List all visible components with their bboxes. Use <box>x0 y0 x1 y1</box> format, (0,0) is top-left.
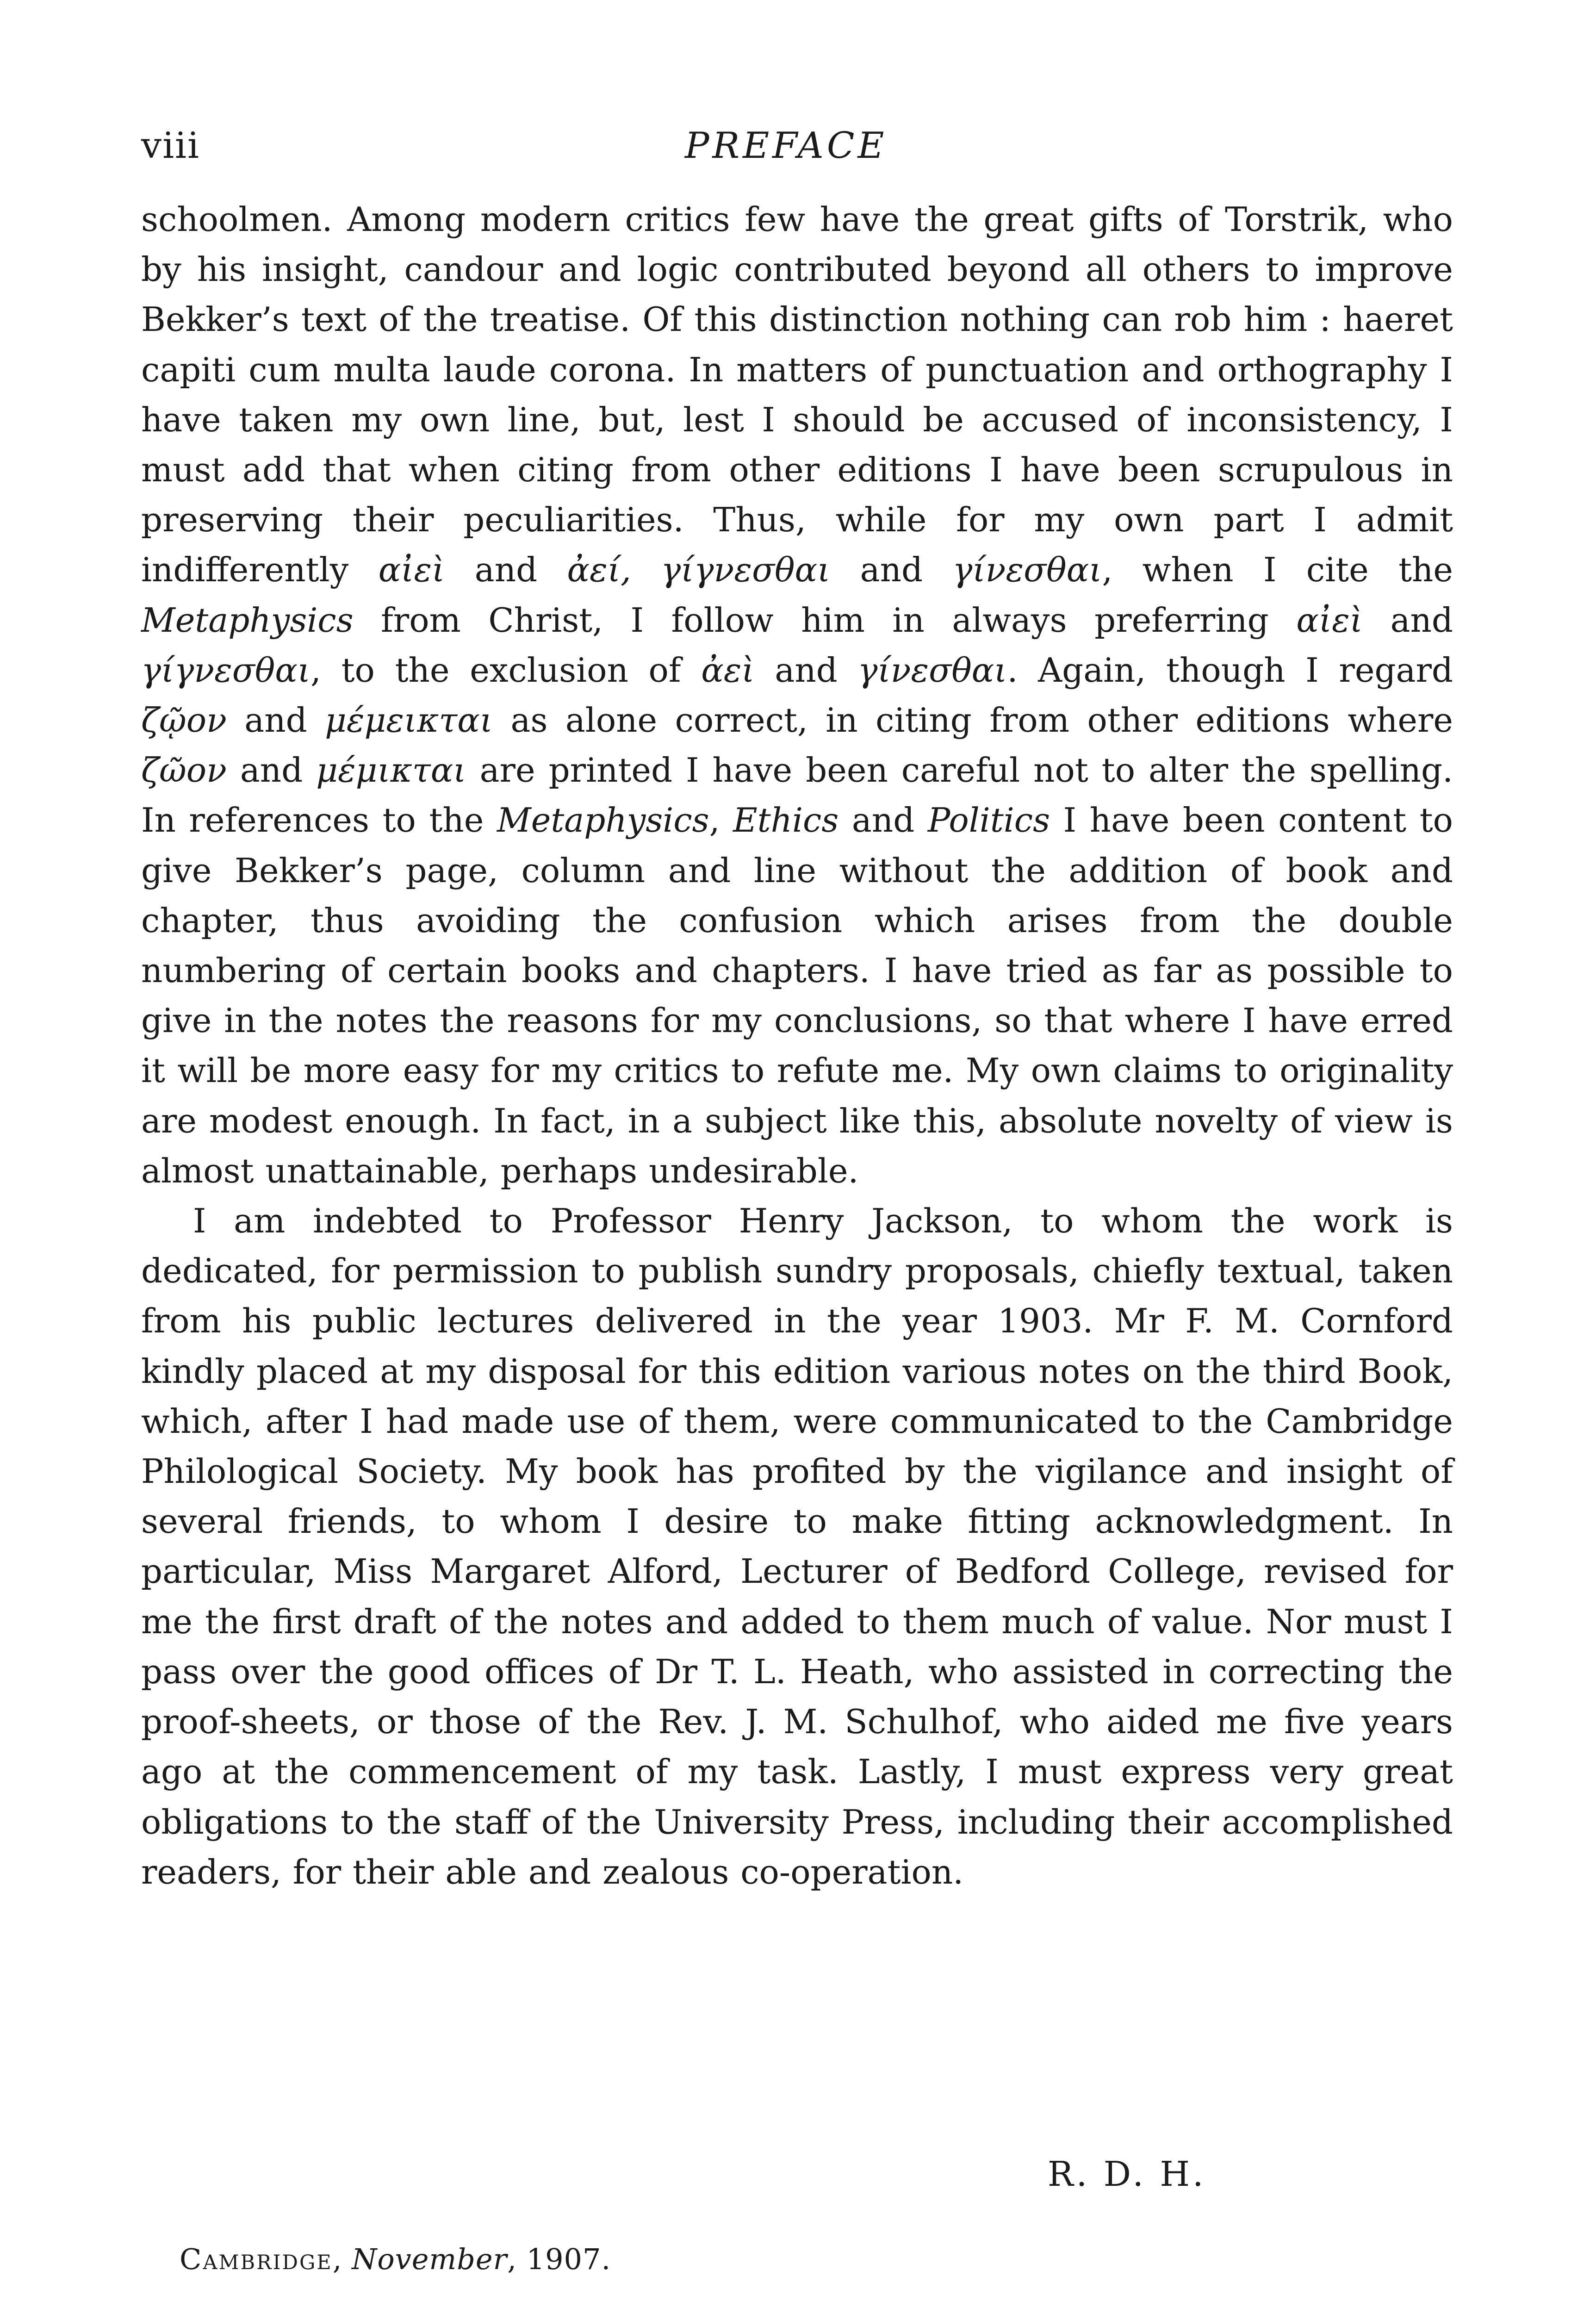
page-header <box>141 125 1453 194</box>
italic-run: Metaphysics <box>497 801 709 840</box>
text-run: , to the exclusion of <box>311 650 702 690</box>
text-run: , <box>709 801 733 840</box>
year: 1907 <box>526 2242 602 2276</box>
italic-run: μέμικται <box>316 751 466 790</box>
text-run: I am indebted to Professor Henry Jackson, to whom the work is dedicated, for permission to publish sundry proposals, chiefly textual, taken from his public lectures delivered in the year 1903. Mr F. M. Cornford kindly placed at my disposal for this edition various notes on the third Book, which, after I had made use of them, were communicated to the Cambridge Philological Society. My book has profited by the vigilance and insight of several friends, to whom I desire to make fitting acknowledgment. In particular, Miss Margaret Alford, Lecturer of Bedford College, revised for me the first draft of the notes and added to them much of value. Nor must I pass over the good offices of Dr T. L. Heath, who assisted in correcting the proof-sheets, or those of the Rev. J. M. Schulhof, who aided me five years ago at the commencement of my task. Lastly, I must express very great obligations to the staff of the University Press, including their accomplished readers, for their able and zealous co-operation. <box>141 1201 1453 1891</box>
text-run: schoolmen. Among modern critics few have the great gifts of Torstrik, who by his insight, candour and logic contributed beyond all others to improve Bekker’s text of the treatise. Of this distinction nothing can rob him : haeret capiti cum multa laude corona. In matters of punctuation and orthography I have taken my own line, but, lest I should be accused of inconsistency, I must add that when citing from other editions I have been scrupulous in preserving their peculiarities. Thus, while for my own part I admit indifferently <box>141 200 1453 590</box>
italic-run: ἀεί, γίγνεσθαι <box>567 550 831 590</box>
running-head: PREFACE <box>685 125 888 167</box>
text-run: I have been content to give Bekker’s page, column and line without the addition of book and chapter, thus avoiding the confusion which arises from the double numbering of certain books and chapters. I have tried as far as possible to give in the notes the reasons for my conclusions, so that where I have erred it will be more easy for my critics to refute me. My own claims to originality are modest enough. In fact, in a subject like this, absolute novelty of view is almost unattainable, perhaps undesirable. <box>141 801 1453 1190</box>
month: November <box>352 2242 508 2276</box>
italic-run: αἰεὶ <box>378 550 445 590</box>
italic-run: μέμεικται <box>325 701 493 740</box>
italic-run: ζῷον <box>141 701 227 740</box>
italic-run: Metaphysics <box>141 600 354 640</box>
italic-run: αἰεὶ <box>1296 600 1363 640</box>
text-run: and <box>830 550 953 590</box>
italic-run: γίγνεσθαι <box>141 650 311 690</box>
place-and-date: Cambridge, November, 1907. <box>180 2242 611 2276</box>
text-run: from Christ, I follow him in always preferring <box>353 600 1297 640</box>
text-run: and <box>226 701 325 740</box>
text-run: are printed I have been careful not to alter the spelling. In references to the <box>141 751 1453 840</box>
italic-run: ἀεὶ <box>701 650 755 690</box>
place: Cambridge <box>180 2242 333 2276</box>
text-run: , when I cite the <box>1102 550 1453 590</box>
text-run: and <box>1363 600 1453 640</box>
text-run: . Again, though I regard <box>1007 650 1453 690</box>
text-run: and <box>226 751 317 790</box>
italic-run: γίνεσθαι <box>952 550 1102 590</box>
text-run: as alone correct, in citing from other editions where <box>493 701 1453 740</box>
preface-paragraph-2 <box>141 1196 1453 1897</box>
preface-paragraph-1 <box>141 194 1453 1196</box>
author-initials: R. D. H. <box>1048 2154 1206 2194</box>
italic-run: γίνεσθαι <box>857 650 1007 690</box>
text-run: and <box>445 550 567 590</box>
italic-run: Politics <box>927 801 1050 840</box>
italic-run: ζῶον <box>141 751 227 790</box>
text-run: and <box>754 650 858 690</box>
preface-page <box>141 125 1453 1897</box>
italic-run: Ethics <box>733 801 839 840</box>
text-run: and <box>838 801 928 840</box>
page-number: viii <box>141 125 200 167</box>
